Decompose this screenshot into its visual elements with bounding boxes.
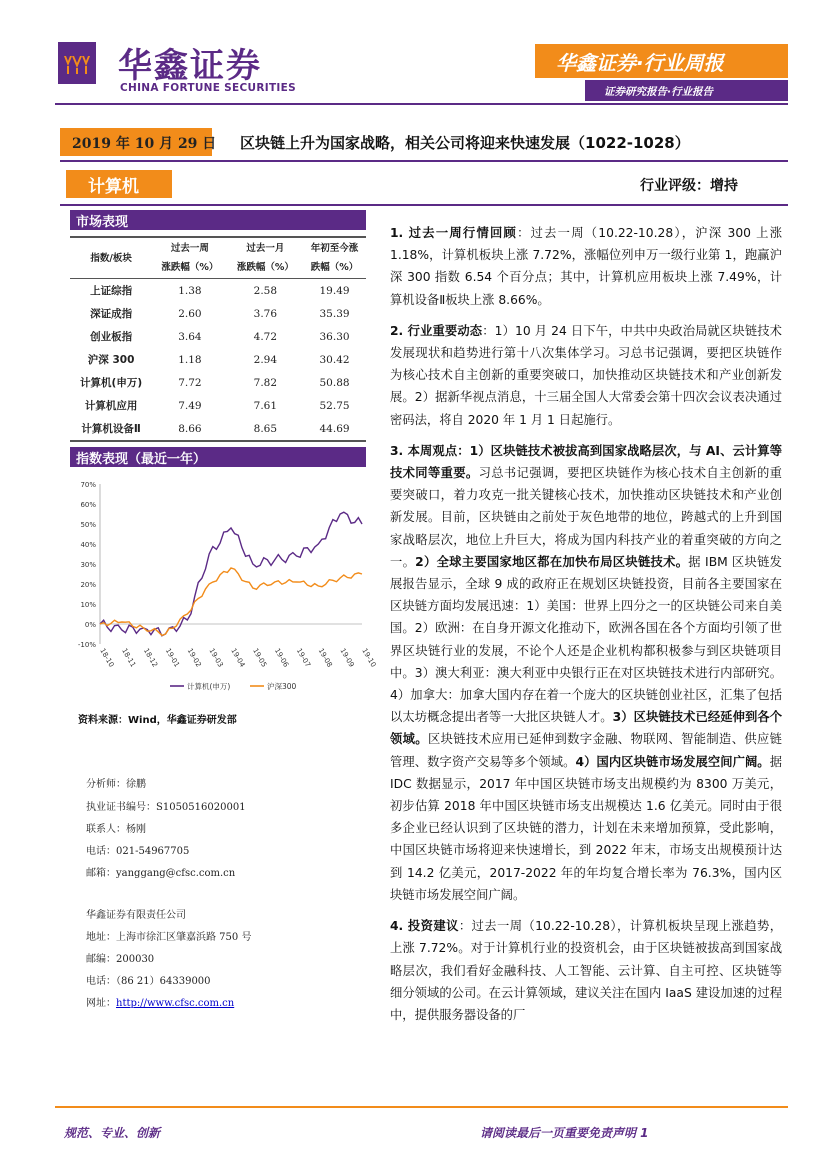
company-logo-icon xyxy=(58,42,96,84)
cell-week: 7.72 xyxy=(178,376,202,389)
news-text: ：1）10 月 24 日下午，中共中央政治局就区块链技术发展现状和趋势进行第十八次集体学习。习总书记强调，要把区块链作为核心技术自主创新的重要突破口，加快推动区块链技术和产业创新发展。2）据新华视点消息，十三届全国人大常委会第十四次会议表决通过密码法，将自 2020 年 1 月 1 日起施行。 xyxy=(390,323,782,427)
row-name: 上证综指 xyxy=(90,285,133,297)
report-title: 区块链上升为国家战略，相关公司将迎来快速发展（1022-1028） xyxy=(240,134,690,152)
chart-source: 资料来源：Wind，华鑫证券研发部 xyxy=(78,715,237,726)
view-text-1: 习总书记强调，要把区块链作为核心技术自主创新的重要突破口，着力攻克一批关键核心技术，加快推动区块链技术和产业创新发展。目前，区块链由之前处于灰色地带的地位，跨越式的上升到国家战略层次，地位上升巨大，将成为国内科技产业的着重突破的方向之一。 xyxy=(390,466,782,569)
legend-label: 计算机(申万) xyxy=(187,682,231,691)
view-point-1: 1）区块链技术被拔高到国家战略层次，与 AI、云计算等技术同等重要。 xyxy=(390,443,782,481)
footer-disclaimer: 请阅读最后一页重要免责声明 1 xyxy=(480,1126,649,1140)
review-heading: 1. 过去一周行情回顾 xyxy=(390,226,518,240)
company-tel: 电话：（86 21）64339000 xyxy=(86,976,211,987)
x-tick-label: 19-08 xyxy=(316,647,334,669)
cell-week: 7.49 xyxy=(178,399,202,412)
view-point-4: 4）国内区块链市场发展空间广阔。 xyxy=(575,754,770,769)
x-tick-label: 18-11 xyxy=(120,647,138,669)
news-heading: 2. 行业重要动态 xyxy=(390,323,483,338)
view-point-2: 2）全球主要国家地区都在加快布局区块链技术。 xyxy=(415,554,689,569)
cell-week: 3.64 xyxy=(178,330,202,343)
y-tick-label: 0% xyxy=(84,621,96,629)
market-section-title: 市场表现 xyxy=(76,215,129,230)
x-tick-label: 19-04 xyxy=(229,647,247,669)
cell-month: 8.65 xyxy=(253,422,278,435)
row-name: 深证成指 xyxy=(90,308,133,320)
company-zip: 邮编：200030 xyxy=(86,954,155,965)
x-tick-label: 19-07 xyxy=(294,647,312,669)
header-divider xyxy=(55,103,788,105)
company-name: 华鑫证券有限责任公司 xyxy=(86,910,186,921)
x-tick-label: 19-03 xyxy=(207,647,225,669)
report-type-label: 华鑫证券·行业周报 xyxy=(556,51,724,75)
cell-ytd: 19.49 xyxy=(319,284,350,297)
x-tick-label: 18-12 xyxy=(141,647,160,669)
view-text-3: 区块链技术应用已延伸到数字金融、物联网、智能制造、供应链管理、数字资产交易等多个领域。 xyxy=(390,732,782,769)
footer-slogan: 规范、专业、创新 xyxy=(64,1126,161,1140)
x-tick-label: 18-10 xyxy=(98,647,116,669)
paragraph-advice xyxy=(390,915,782,1026)
cell-month: 2.58 xyxy=(253,284,278,297)
view-text-4: 据 IDC 数据显示，2017 年中国区块链市场支出规模约为 8300 万美元，初步估算 2018 年中国区块链市场支出规模达 1.6 亿美元。同时由于很多企业已经认识到了区块链的潜力，计划在未来增加预算，受此影响，中国区块链市场将迎来快速增长，到 2022 年末，市场支出规模预计达到 14.2 亿美元，2017-2022 年的年均复合增长率为 76.3%，国内区块链市场发展空间广阔。 xyxy=(390,754,782,902)
y-tick-label: 50% xyxy=(80,521,96,529)
view-text-2: 据 IBM 区块链发展报告显示，全球 9 成的政府正在规划区块链投资，目前各主要国家在区块链方面均发展迅速：1）美国：世界上四分之一的区块链公司来自美国。2）欧洲：在自身开源文化推动下，欧洲各国在各个方面均引领了世界区块链行业的发展，不论个人还是企业机构都积极参与到区块链项目中。3）澳大利亚：澳大利亚中央银行正在对区块链技术进行内部研究。4）加拿大：加拿大国内存在着一个庞大的区块链创业社区，汇集了包括以太坊概念提出者等一大批区块链人才。 xyxy=(390,554,782,725)
row-name: 计算机应用 xyxy=(84,400,138,412)
col-header-week: 过去一周 涨跌幅（%） xyxy=(161,243,219,273)
y-tick-label: 30% xyxy=(80,561,96,569)
review-text: ：过去一周（10.22-10.28），沪深 300 上涨 1.18%，计算机板块上涨 7.72%，涨幅位列申万一级行业第 1，跑赢沪深 300 指数 6.54 个百分点；其中，计算机应用板块上涨 7.49%，计算机设备Ⅱ板块上涨 8.66%。 xyxy=(390,226,782,307)
cell-week: 2.60 xyxy=(178,307,202,320)
row-name: 计算机设备Ⅱ xyxy=(81,423,141,435)
title-divider xyxy=(60,160,788,162)
logo-text-en: CHINA FORTUNE SECURITIES xyxy=(120,82,296,94)
series-line xyxy=(100,568,362,635)
cell-ytd: 30.42 xyxy=(319,353,350,366)
col-header-index: 指数/板块 xyxy=(90,252,132,264)
y-tick-label: 60% xyxy=(80,501,96,509)
web-label: 网址： xyxy=(86,998,116,1009)
contact-person: 联系人：杨刚 xyxy=(86,824,146,835)
col-header-month: 过去一月 涨跌幅（%） xyxy=(236,243,294,273)
cell-ytd: 36.30 xyxy=(319,330,350,343)
cell-month: 7.82 xyxy=(253,376,278,389)
table-row xyxy=(70,417,366,441)
report-date: 2019 年 10 月 29 日 xyxy=(72,136,217,152)
row-name: 沪深 300 xyxy=(87,354,135,366)
cell-ytd: 44.69 xyxy=(319,422,350,435)
paragraph-review xyxy=(390,222,782,311)
legend-label: 沪深300 xyxy=(267,682,297,691)
analyst-cert: 执业证书编号：S1050516020001 xyxy=(86,802,246,813)
industry-rating: 行业评级：增持 xyxy=(640,178,738,194)
y-tick-label: 70% xyxy=(80,481,96,489)
x-tick-label: 19-02 xyxy=(185,647,203,669)
y-tick-label: 10% xyxy=(80,601,96,609)
index-performance-chart xyxy=(70,474,378,699)
contact-email: 邮箱：yanggang@cfsc.com.cn xyxy=(86,868,236,879)
table-row xyxy=(70,325,366,348)
footer-divider xyxy=(55,1106,788,1108)
cell-month: 3.76 xyxy=(253,307,278,320)
report-body xyxy=(390,222,782,1035)
cell-week: 1.38 xyxy=(178,284,202,297)
x-tick-label: 19-01 xyxy=(163,647,181,669)
y-tick-label: -10% xyxy=(77,641,96,649)
x-tick-label: 19-09 xyxy=(338,647,356,669)
table-row xyxy=(70,279,366,303)
cell-ytd: 52.75 xyxy=(319,399,350,412)
y-tick-label: 20% xyxy=(80,581,96,589)
paragraph-news xyxy=(390,320,782,431)
table-row xyxy=(70,302,366,325)
chart-section-title: 指数表现（最近一年） xyxy=(76,452,207,467)
series-line xyxy=(100,512,362,636)
x-tick-label: 19-05 xyxy=(251,647,269,669)
report-sub-label: 证券研究报告·行业报告 xyxy=(604,86,713,98)
paragraph-view xyxy=(390,440,782,906)
cell-month: 7.61 xyxy=(253,399,278,412)
table-row xyxy=(70,394,366,417)
advice-heading: 4. 投资建议 xyxy=(390,919,459,934)
x-tick-label: 19-10 xyxy=(360,647,378,669)
row-name: 计算机(申万) xyxy=(80,377,143,389)
col-header-ytd: 年初至今涨 跌幅（%） xyxy=(310,243,359,273)
sector-label: 计算机 xyxy=(88,177,139,197)
logo-text-cn: 华鑫证券 xyxy=(118,46,262,86)
advice-text: ：过去一周（10.22-10.28），计算机板块呈现上涨趋势，上涨 7.72%。对于计算机行业的投资机会，由于区块链被拔高到国家战略层次，我们看好金融科技、人工智能、云计算、自主可控、区块链等细分领域的公司。在云计算领域，建议关注在国内 IaaS 建设加速的过程中，提供服务器设备的厂 xyxy=(390,919,782,1022)
table-row xyxy=(70,348,366,371)
cell-month: 2.94 xyxy=(253,353,278,366)
contact-phone: 电话：021-54967705 xyxy=(86,846,190,857)
table-row xyxy=(70,371,366,394)
cell-ytd: 35.39 xyxy=(319,307,350,320)
company-address: 地址：上海市徐汇区肇嘉浜路 750 号 xyxy=(86,932,252,943)
view-point-3: 3）区块链技术已经延伸到各个领域。 xyxy=(390,710,782,747)
market-table xyxy=(70,236,366,442)
y-tick-label: 40% xyxy=(80,541,96,549)
cell-month: 4.72 xyxy=(253,330,278,343)
cell-ytd: 50.88 xyxy=(319,376,350,389)
view-heading: 3. 本周观点： xyxy=(390,443,470,458)
table-header-row xyxy=(70,237,366,279)
company-web xyxy=(86,994,234,1009)
analyst: 分析师：徐鹏 xyxy=(86,779,146,790)
cell-week: 1.18 xyxy=(178,353,202,366)
row-name: 创业板指 xyxy=(90,331,133,343)
website-link[interactable]: http://www.cfsc.com.cn xyxy=(116,998,235,1009)
cell-week: 8.66 xyxy=(178,422,202,435)
rating-divider xyxy=(60,204,788,206)
x-tick-label: 19-06 xyxy=(272,647,291,669)
